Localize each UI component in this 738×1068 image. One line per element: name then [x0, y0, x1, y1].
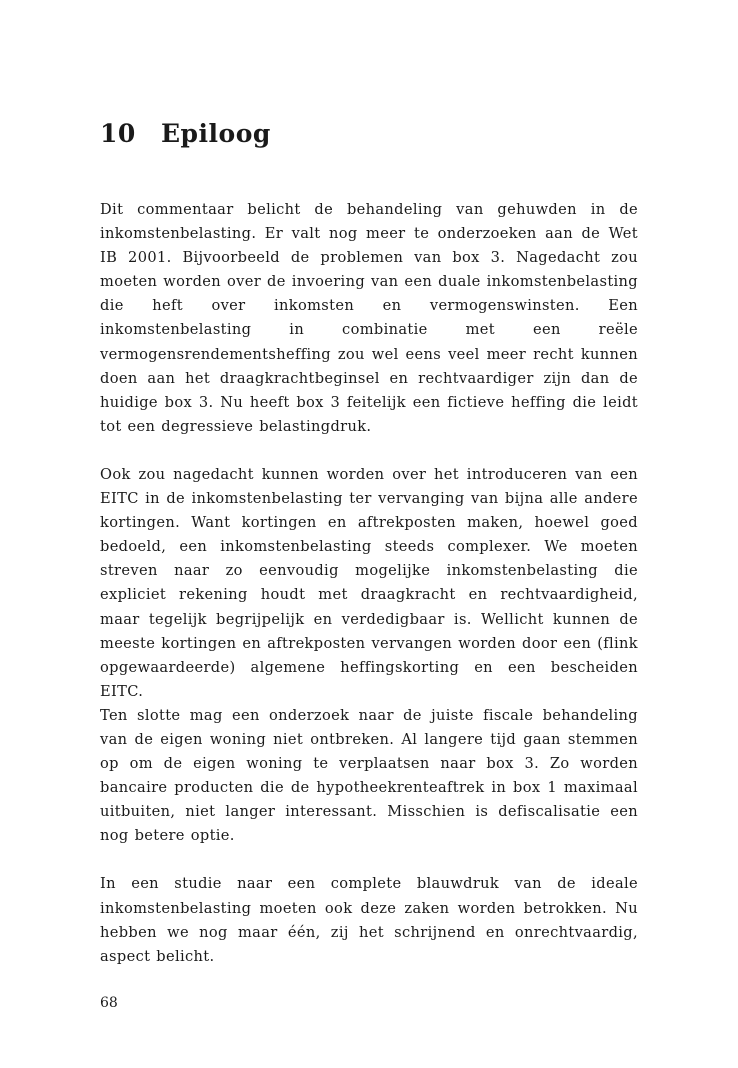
- chapter-heading: [100, 117, 271, 151]
- paragraph-3: Ten slotte mag een onderzoek naar de juiste fiscale behandeling van de eigen woning niet ontbreken. Al langere tijd gaan stemmen op om de eigen woning te verplaatsen naar box 3. Zo worden bancaire producten die de hypotheekrenteaftrek in box 1 maximaal uitbuiten, niet langer interessant. Misschien is defiscalisatie een nog betere optie.: [100, 706, 638, 845]
- paragraph-4: In een studie naar een complete blauwdruk van de ideale inkomstenbelasting moeten ook deze zaken worden betrokken. Nu hebben we nog maar één, zij het schrijnend en onrechtvaardig, aspect belicht.: [100, 875, 638, 965]
- paragraph-2: Ook zou nagedacht kunnen worden over het introduceren van een EITC in de inkomstenbelasting ter vervanging van bijna alle andere kortingen. Want kortingen en aftrekposten maken, hoewel goed bedoeld, een inkomstenbelasting steeds complexer. We moeten streven naar zo eenvoudig mogelijke inkomstenbelasting die expliciet rekening houdt met draagkracht en rechtvaardigheid, maar tegelijk begrijpelijk en verdedigbaar is. Wellicht kunnen de meeste kortingen en aftrekposten vervangen worden door een (flink opgewaardeerde) algemene heffingskorting en een bescheiden EITC.: [100, 465, 638, 700]
- page-number: 68: [100, 995, 118, 1011]
- paragraph-1: Dit commentaar belicht de behandeling van gehuwden in de inkomstenbelasting. Er valt nog meer te onderzoeken aan de Wet IB 2001. Bijvoorbeeld de problemen van box 3. Nagedacht zou moeten worden over de invoering van een duale inkomstenbelasting die heft over inkomsten en vermogenswinsten. Een inkomstenbelasting in combinatie met een reële vermogensrendementsheffing zou wel eens veel meer recht kunnen doen aan het draagkrachtbeginsel en rechtvaardiger zijn dan de huidige box 3. Nu heeft box 3 feitelijk een fictieve heffing die leidt tot een degressieve belastingdruk.: [100, 201, 638, 435]
- body-text: [100, 198, 638, 969]
- chapter-number: 10: [100, 119, 136, 148]
- chapter-title: Epiloog: [161, 119, 271, 148]
